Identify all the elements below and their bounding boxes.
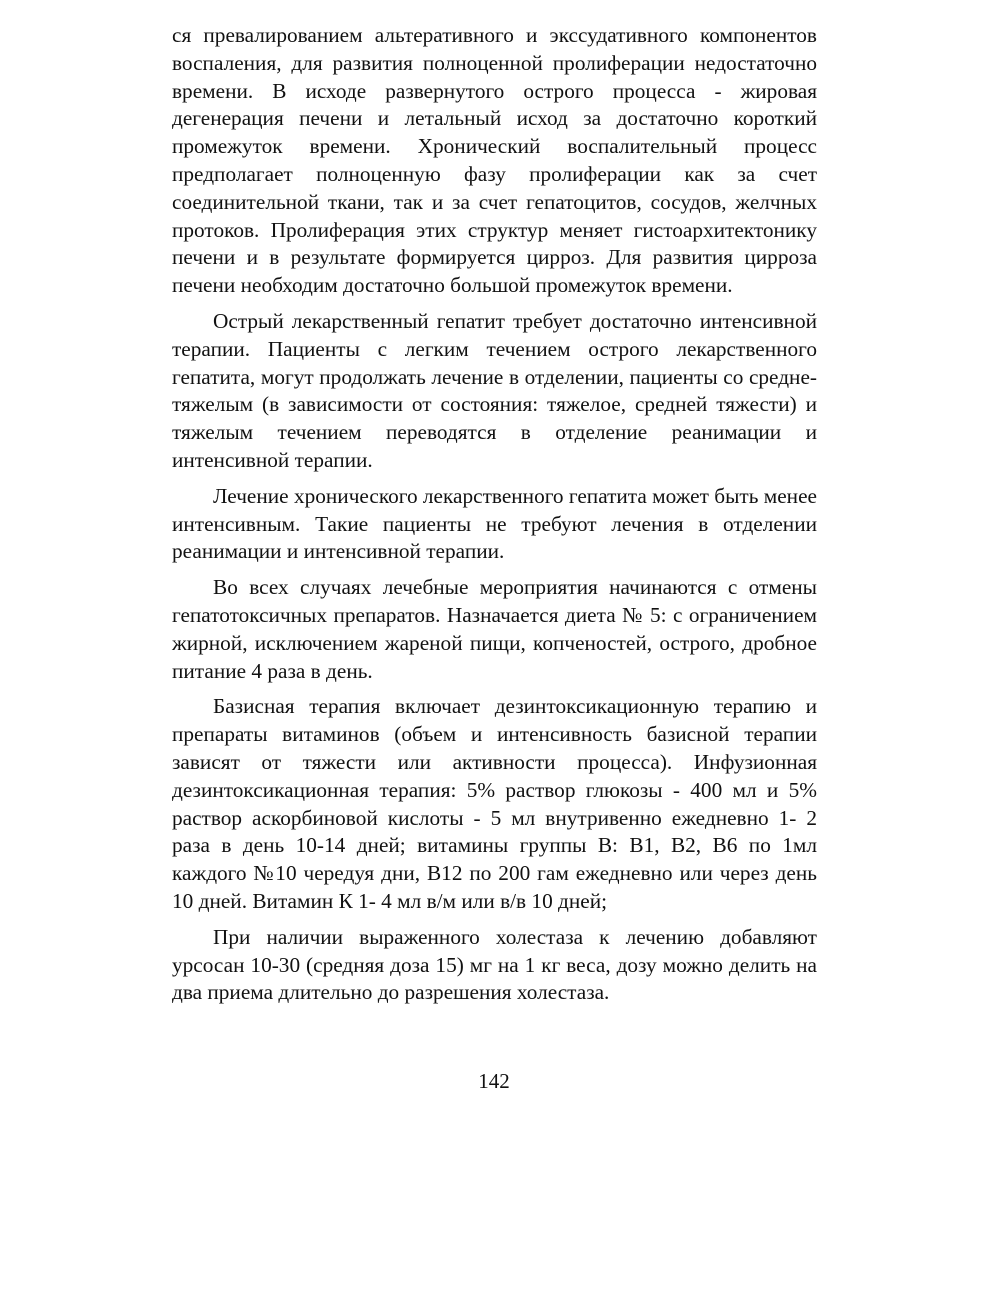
paragraph-1: ся превалированием альтеративного и экссудативного компонентов воспаления, для развития полноценной пролиферации недостаточно времени. В исходе развернутого острого процесса - жировая дегенерация печени и летальный исход за достаточно короткий промежуток времени. Хронический воспалительный процесс предполагает полноценную фазу пролиферации как за счет соединительной ткани, так и за счет гепатоцитов, сосудов, желчных протоков. Пролиферация этих структур меняет гистоархитектонику печени и в результате формируется цирроз. Для развития цирроза печени необходим достаточно большой промежуток времени. (172, 23, 817, 298)
page-body (172, 22, 817, 1015)
paragraph-5: Базисная терапия включает дезинтоксикационную терапию и препараты витаминов (объем и интенсивность базисной терапии зависят от тяжести или активности процесса). Инфузионная дезинтоксикационная терапия: 5% раствор глюкозы - 400 мл и 5% раствор аскорбиновой кислоты - 5 мл внутривенно ежедневно 1- 2 раза в день 10-14 дней; витамины группы В: В1, В2, В6 по 1мл каждого №10 чередуя дни, В12 по 200 гам ежедневно или через день 10 дней. Витамин К 1- 4 мл в/м или в/в 10 дней; (172, 694, 817, 913)
paragraph-3: Лечение хронического лекарственного гепатита может быть менее интенсивным. Такие пациенты не требуют лечения в отделении реанимации и интенсивной терапии. (172, 483, 817, 564)
paragraph-6: При наличии выраженного холестаза к лечению добавляют урсосан 10-30 (средняя доза 15) мг на 1 кг веса, дозу можно делить на два приема длительно до разрешения холестаза. (172, 924, 817, 1005)
paragraph-2: Острый лекарственный гепатит требует достаточно интенсивной терапии. Пациенты с легким течением острого лекарственного гепатита, могут продолжать лечение в отделении, пациенты со средне-тяжелым (в зависимости от состояния: тяжелое, средней тяжести) и тяжелым течением переводятся в отделение реанимации и интенсивной терапии. (172, 308, 817, 472)
paragraph-4: Во всех случаях лечебные мероприятия начинаются с отмены гепатотоксичных препаратов. Назначается диета № 5: с ограничением жирной, исключением жареной пищи, копченостей, острого, дробное питание 4 раза в день. (172, 575, 817, 683)
page-number: 142 (478, 1069, 510, 1093)
